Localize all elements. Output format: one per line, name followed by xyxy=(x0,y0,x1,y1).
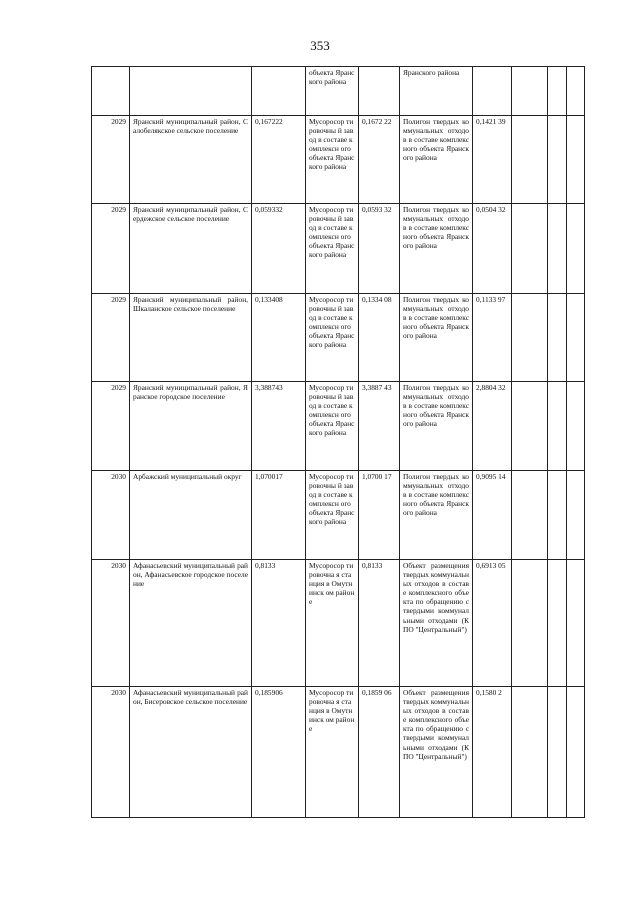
waste-flow-table xyxy=(91,66,585,818)
value-cell xyxy=(473,67,512,116)
table-row xyxy=(92,382,585,471)
year-cell: 2029 xyxy=(92,294,130,382)
empty-cell xyxy=(567,204,585,294)
mass-cell: 1,070017 xyxy=(252,471,306,560)
mass-cell: 0,185906 xyxy=(252,687,306,818)
empty-cell xyxy=(548,204,567,294)
territory-cell: Яранский муниципальный район, Шкаланское сельское поселение xyxy=(130,294,252,382)
empty-cell xyxy=(548,471,567,560)
empty-cell xyxy=(512,382,548,471)
value-cell: 0,9095 14 xyxy=(473,471,512,560)
territory-cell xyxy=(130,67,252,116)
empty-cell xyxy=(567,560,585,687)
empty-cell xyxy=(567,116,585,204)
year-cell: 2030 xyxy=(92,560,130,687)
year-cell xyxy=(92,67,130,116)
mass-cell: 0,059332 xyxy=(252,204,306,294)
territory-cell: Яранский муниципальный район, Салобелякское сельское поселение xyxy=(130,116,252,204)
mass-cell: 3,388743 xyxy=(252,382,306,471)
year-cell: 2029 xyxy=(92,116,130,204)
share-cell: 0,0593 32 xyxy=(359,204,400,294)
facility-cell: Мусоросор тировочны й завод в составе комплексн ого объекта Яранского района xyxy=(306,382,359,471)
destination-cell: Яранского района xyxy=(400,67,473,116)
value-cell: 0,0504 32 xyxy=(473,204,512,294)
facility-cell: Мусоросор тировочны й завод в составе комплексн ого объекта Яранского района xyxy=(306,294,359,382)
facility-cell: объекта Яранского района xyxy=(306,67,359,116)
empty-cell xyxy=(567,67,585,116)
empty-cell xyxy=(548,294,567,382)
destination-cell: Полигон твердых коммунальных отходов в составе комплексного объекта Яранского района xyxy=(400,471,473,560)
table-row xyxy=(92,67,585,116)
facility-cell: Мусоросор тировочна я станция в Омутнинск ом районе xyxy=(306,560,359,687)
year-cell: 2029 xyxy=(92,204,130,294)
empty-cell xyxy=(567,687,585,818)
territory-cell: Афанасьевский муниципальный район, Афанасьевское городское поселение xyxy=(130,560,252,687)
facility-cell: Мусоросор тировочны й завод в составе комплексн ого объекта Яранского района xyxy=(306,471,359,560)
share-cell: 3,3887 43 xyxy=(359,382,400,471)
share-cell: 0,8133 xyxy=(359,560,400,687)
empty-cell xyxy=(548,116,567,204)
destination-cell: Полигон твердых коммунальных отходов в составе комплексного объекта Яранского района xyxy=(400,294,473,382)
page-number: 353 xyxy=(310,38,330,53)
destination-cell: Объект размещения твердых коммунальных отходов в составе комплексного объекта по обращению с твердыми коммунальными отходами (КПО "Центральный") xyxy=(400,687,473,818)
empty-cell xyxy=(548,382,567,471)
mass-cell: 0,167222 xyxy=(252,116,306,204)
year-cell: 2030 xyxy=(92,471,130,560)
facility-cell: Мусоросор тировочна я станция в Омутнинск ом районе xyxy=(306,687,359,818)
empty-cell xyxy=(512,67,548,116)
value-cell: 2,8804 32 xyxy=(473,382,512,471)
destination-cell: Полигон твердых коммунальных отходов в составе комплексного объекта Яранского района xyxy=(400,116,473,204)
empty-cell xyxy=(512,560,548,687)
value-cell: 0,1580 2 xyxy=(473,687,512,818)
value-cell: 0,1421 39 xyxy=(473,116,512,204)
table-row xyxy=(92,471,585,560)
value-cell: 0,6913 05 xyxy=(473,560,512,687)
empty-cell xyxy=(512,471,548,560)
share-cell: 0,1859 06 xyxy=(359,687,400,818)
share-cell: 0,1672 22 xyxy=(359,116,400,204)
territory-cell: Арбажский муниципальный округ xyxy=(130,471,252,560)
year-cell: 2029 xyxy=(92,382,130,471)
territory-cell: Яранский муниципальный район, Сердежское сельское поселение xyxy=(130,204,252,294)
empty-cell xyxy=(512,204,548,294)
destination-cell: Объект размещения твердых коммунальных отходов в составе комплексного объекта по обращению с твердыми коммунальными отходами (КПО "Центральный") xyxy=(400,560,473,687)
share-cell: 1,0700 17 xyxy=(359,471,400,560)
table-row xyxy=(92,294,585,382)
table-row xyxy=(92,687,585,818)
facility-cell: Мусоросор тировочны й завод в составе комплексн ого объекта Яранского района xyxy=(306,116,359,204)
empty-cell xyxy=(512,687,548,818)
mass-cell xyxy=(252,67,306,116)
year-cell: 2030 xyxy=(92,687,130,818)
empty-cell xyxy=(567,294,585,382)
territory-cell: Афанасьевский муниципальный район, Бисеровское сельское поселение xyxy=(130,687,252,818)
empty-cell xyxy=(548,67,567,116)
destination-cell: Полигон твердых коммунальных отходов в составе комплексного объекта Яранского района xyxy=(400,382,473,471)
empty-cell xyxy=(512,294,548,382)
empty-cell xyxy=(567,471,585,560)
value-cell: 0,1133 97 xyxy=(473,294,512,382)
facility-cell: Мусоросор тировочны й завод в составе комплексн ого объекта Яранского района xyxy=(306,204,359,294)
destination-cell: Полигон твердых коммунальных отходов в составе комплексного объекта Яранского района xyxy=(400,204,473,294)
mass-cell: 0,133408 xyxy=(252,294,306,382)
territory-cell: Яранский муниципальный район, Яранское городское поселение xyxy=(130,382,252,471)
share-cell: 0,1334 08 xyxy=(359,294,400,382)
empty-cell xyxy=(512,116,548,204)
share-cell xyxy=(359,67,400,116)
empty-cell xyxy=(548,687,567,818)
table-row xyxy=(92,116,585,204)
empty-cell xyxy=(548,560,567,687)
mass-cell: 0,8133 xyxy=(252,560,306,687)
empty-cell xyxy=(567,382,585,471)
table-row xyxy=(92,560,585,687)
table-row xyxy=(92,204,585,294)
